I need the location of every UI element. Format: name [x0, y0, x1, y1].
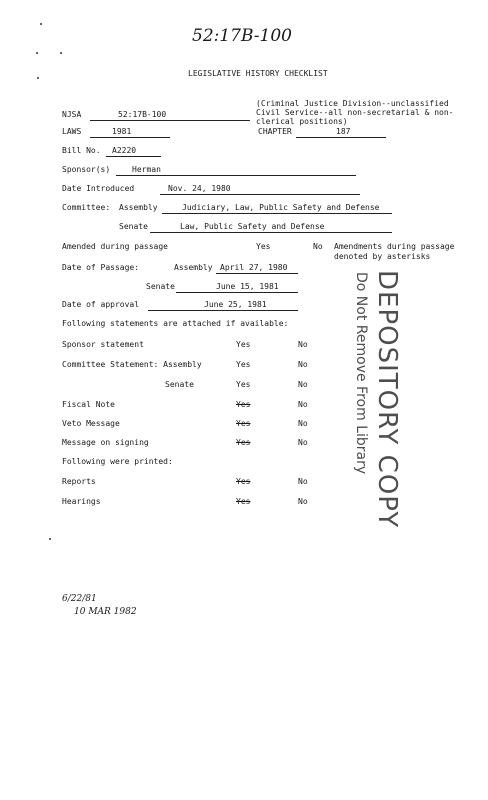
printed-no: No — [298, 497, 308, 506]
scan-speck — [49, 538, 51, 540]
assembly-committee-value: Judiciary, Law, Public Safety and Defense — [162, 203, 392, 214]
statement-yes: Yes — [236, 400, 251, 409]
stamp-line-sub: Do Not Remove From Library — [353, 272, 369, 475]
bill-value: A2220 — [106, 146, 161, 157]
scan-speck — [37, 77, 39, 79]
stamp-line-main: DEPOSITORY COPY — [372, 270, 402, 529]
approval-label: Date of approval — [62, 300, 140, 309]
printed-yes: Yes — [236, 497, 251, 506]
attached-heading: Following statements are attached if available: — [62, 319, 289, 328]
statement-yes: Yes — [236, 360, 251, 369]
date-introduced-label: Date Introduced — [62, 184, 135, 193]
njsa-label: NJSA — [62, 110, 82, 119]
njsa-value: 52:17B-100 — [90, 110, 250, 121]
committee-senate-label: Senate — [119, 222, 148, 231]
chapter-value: 187 — [296, 127, 386, 138]
statement-label: Committee Statement: Assembly — [62, 360, 202, 369]
amended-note: Amendments during passage denoted by asterisks — [334, 242, 455, 261]
laws-value: 1981 — [90, 127, 170, 138]
amended-no: No — [313, 242, 323, 251]
footer-date: 6/22/81 — [62, 594, 97, 604]
sponsor-label: Sponsor(s) — [62, 165, 111, 174]
printed-label: Reports — [62, 477, 96, 486]
printed-no: No — [298, 477, 308, 486]
printed-yes: Yes — [236, 477, 251, 486]
passage-senate-label: Senate — [146, 282, 175, 291]
date-passage-label: Date of Passage: — [62, 263, 140, 272]
statement-no: No — [298, 340, 308, 349]
statement-no: No — [298, 438, 308, 447]
date-introduced-value: Nov. 24, 1980 — [160, 184, 360, 195]
passage-assembly-label: Assembly — [174, 263, 213, 272]
statement-yes: Yes — [236, 380, 251, 389]
statement-no: No — [298, 400, 308, 409]
depository-copy-stamp — [335, 270, 405, 529]
approval-value: June 25, 1981 — [148, 300, 298, 311]
statement-label: Senate — [165, 380, 194, 389]
statement-no: No — [298, 360, 308, 369]
received-date: 10 MAR 1982 — [74, 607, 137, 617]
statement-yes: Yes — [236, 438, 251, 447]
committee-assembly-label: Assembly — [119, 203, 158, 212]
chapter-label: CHAPTER — [258, 127, 292, 136]
scan-speck — [40, 23, 42, 25]
handwritten-statute-number: 52:17B-100 — [192, 26, 292, 46]
amended-label: Amended during passage — [62, 242, 168, 251]
statement-label: Message on signing — [62, 438, 149, 447]
bill-label: Bill No. — [62, 146, 101, 155]
statement-no: No — [298, 380, 308, 389]
legislation-description: (Criminal Justice Division--unclassified Civil Service--all non-secretarial & non-clerical positions) — [256, 99, 454, 126]
committee-label: Committee: — [62, 203, 111, 212]
scan-speck — [36, 52, 38, 54]
scan-speck — [60, 52, 62, 54]
senate-committee-value: Law, Public Safety and Defense — [150, 222, 392, 233]
sponsor-value: Herman — [116, 165, 356, 176]
statement-label: Veto Message — [62, 419, 120, 428]
printed-heading: Following were printed: — [62, 457, 173, 466]
amended-yes: Yes — [256, 242, 271, 251]
statement-label: Fiscal Note — [62, 400, 115, 409]
statement-label: Sponsor statement — [62, 340, 144, 349]
printed-label: Hearings — [62, 497, 101, 506]
passage-senate-value: June 15, 1981 — [176, 282, 298, 293]
passage-assembly-value: April 27, 1980 — [216, 263, 298, 274]
statement-no: No — [298, 419, 308, 428]
laws-label: LAWS — [62, 127, 82, 136]
document-title: LEGISLATIVE HISTORY CHECKLIST — [188, 69, 328, 78]
statement-yes: Yes — [236, 419, 251, 428]
statement-yes: Yes — [236, 340, 251, 349]
